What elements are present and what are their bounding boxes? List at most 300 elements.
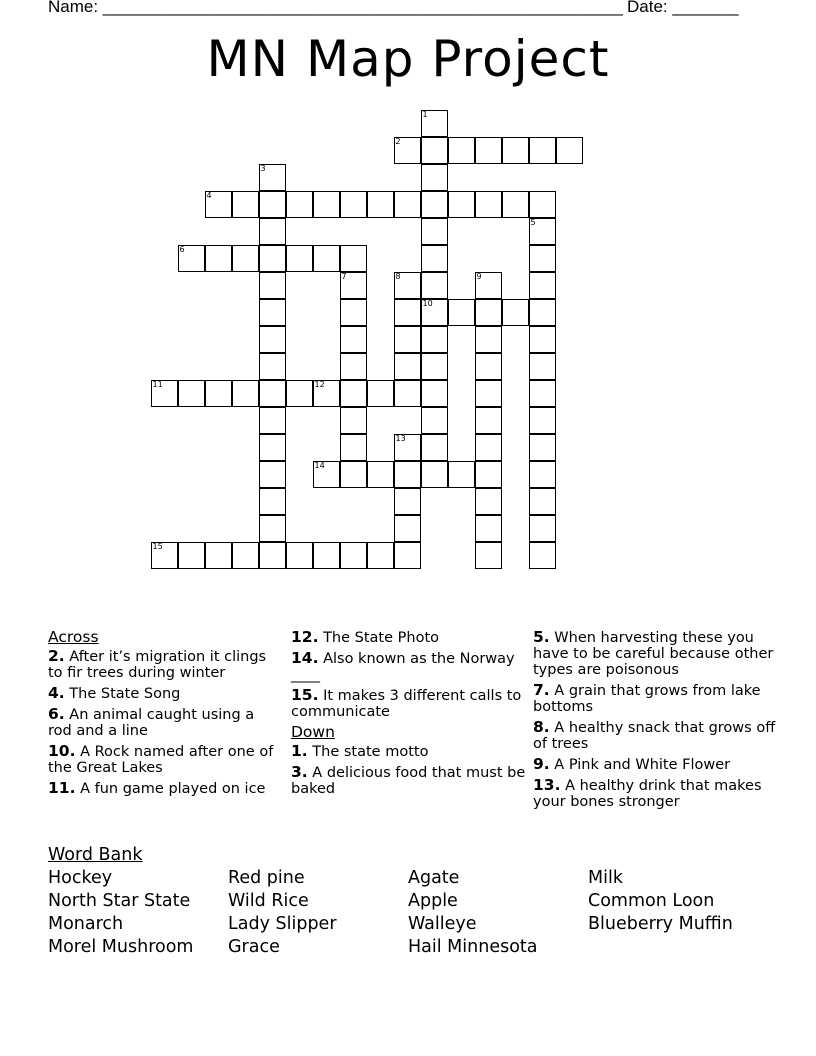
crossword-cell[interactable]	[421, 110, 448, 137]
crossword-cell[interactable]	[340, 434, 367, 461]
letter-input[interactable]	[449, 192, 474, 217]
crossword-cell[interactable]	[259, 542, 286, 569]
letter-input[interactable]	[233, 381, 258, 406]
letter-input[interactable]	[422, 273, 447, 298]
letter-input[interactable]	[233, 543, 258, 568]
letter-input[interactable]	[449, 300, 474, 325]
crossword-cell[interactable]	[286, 380, 313, 407]
letter-input[interactable]	[530, 381, 555, 406]
letter-input[interactable]	[557, 138, 582, 163]
letter-input[interactable]	[422, 354, 447, 379]
letter-input[interactable]	[179, 246, 204, 271]
letter-input[interactable]	[368, 192, 393, 217]
clue-item	[533, 719, 778, 752]
clue-number: 11.	[48, 779, 76, 797]
letter-input[interactable]	[341, 408, 366, 433]
letter-input[interactable]	[395, 516, 420, 541]
letter-input[interactable]	[530, 138, 555, 163]
letter-input[interactable]	[260, 516, 285, 541]
letter-input[interactable]	[530, 489, 555, 514]
letter-input[interactable]	[341, 354, 366, 379]
page-title: MN Map Project	[206, 30, 610, 88]
letter-input[interactable]	[476, 543, 501, 568]
letter-input[interactable]	[530, 516, 555, 541]
crossword-cell[interactable]	[394, 434, 421, 461]
crossword-cell[interactable]	[259, 218, 286, 245]
crossword-cell[interactable]	[340, 299, 367, 326]
date-field-label: Date: _______	[627, 0, 739, 16]
letter-input[interactable]	[341, 381, 366, 406]
letter-input[interactable]	[503, 192, 528, 217]
letter-input[interactable]	[260, 462, 285, 487]
clue-number: 10.	[48, 742, 76, 760]
letter-input[interactable]	[503, 300, 528, 325]
crossword-cell[interactable]	[475, 353, 502, 380]
letter-input[interactable]	[341, 192, 366, 217]
crossword-cell[interactable]	[259, 461, 286, 488]
letter-input[interactable]	[260, 273, 285, 298]
crossword-cell[interactable]	[232, 542, 259, 569]
letter-input[interactable]	[287, 192, 312, 217]
crossword-cell[interactable]	[394, 272, 421, 299]
crossword-cell[interactable]	[151, 542, 178, 569]
clue-text: When harvesting these you have to be careful because other types are poisonous	[533, 630, 774, 678]
letter-input[interactable]	[449, 462, 474, 487]
letter-input[interactable]	[422, 111, 447, 136]
crossword-cell[interactable]	[259, 326, 286, 353]
clue-text: After it’s migration it clings to fir trees during winter	[48, 649, 267, 681]
crossword-cell[interactable]	[313, 461, 340, 488]
letter-input[interactable]	[206, 192, 231, 217]
clue-number: 12.	[291, 628, 319, 646]
letter-input[interactable]	[395, 462, 420, 487]
crossword-cell[interactable]	[421, 299, 448, 326]
crossword-cell[interactable]	[259, 245, 286, 272]
letter-input[interactable]	[206, 246, 231, 271]
letter-input[interactable]	[287, 543, 312, 568]
crossword-cell[interactable]	[448, 137, 475, 164]
letter-input[interactable]	[422, 246, 447, 271]
crossword-cell[interactable]	[286, 245, 313, 272]
letter-input[interactable]	[530, 327, 555, 352]
crossword-cell[interactable]	[529, 515, 556, 542]
crossword-cell[interactable]	[475, 380, 502, 407]
letter-input[interactable]	[476, 435, 501, 460]
crossword-cell[interactable]	[205, 245, 232, 272]
letter-input[interactable]	[395, 273, 420, 298]
crossword-cell[interactable]	[394, 191, 421, 218]
crossword-cell[interactable]	[475, 488, 502, 515]
crossword-cell[interactable]	[367, 191, 394, 218]
crossword-cell[interactable]	[529, 461, 556, 488]
letter-input[interactable]	[368, 543, 393, 568]
crossword-cell[interactable]	[367, 380, 394, 407]
word-bank-word: Apple	[408, 891, 458, 911]
crossword-cell[interactable]	[259, 434, 286, 461]
crossword-cell[interactable]	[286, 191, 313, 218]
crossword-cell[interactable]	[259, 299, 286, 326]
crossword-cell[interactable]	[475, 407, 502, 434]
crossword-cell[interactable]	[259, 353, 286, 380]
letter-input[interactable]	[395, 327, 420, 352]
letter-input[interactable]	[422, 219, 447, 244]
letter-input[interactable]	[179, 381, 204, 406]
clue-number: 7.	[533, 681, 550, 699]
crossword-cell[interactable]	[367, 542, 394, 569]
letter-input[interactable]	[395, 192, 420, 217]
crossword-cell[interactable]	[340, 380, 367, 407]
crossword-cell[interactable]	[421, 407, 448, 434]
clue-text: A delicious food that must be baked	[291, 765, 526, 797]
word-bank-word: Red pine	[228, 868, 305, 888]
crossword-cell[interactable]	[313, 542, 340, 569]
clue-text: A Pink and White Flower	[554, 757, 731, 773]
letter-input[interactable]	[530, 246, 555, 271]
crossword-cell[interactable]	[259, 164, 286, 191]
letter-input[interactable]	[260, 165, 285, 190]
crossword-cell[interactable]	[205, 542, 232, 569]
letter-input[interactable]	[314, 192, 339, 217]
clue-text: A fun game played on ice	[80, 781, 266, 797]
crossword-cell[interactable]	[394, 515, 421, 542]
letter-input[interactable]	[476, 300, 501, 325]
letter-input[interactable]	[341, 435, 366, 460]
letter-input[interactable]	[476, 462, 501, 487]
clue-text: A healthy snack that grows off of trees	[533, 720, 776, 752]
letter-input[interactable]	[530, 462, 555, 487]
letter-input[interactable]	[341, 327, 366, 352]
crossword-cell[interactable]	[448, 191, 475, 218]
clue-number-label: 9	[476, 271, 482, 281]
crossword-cell[interactable]	[394, 326, 421, 353]
name-field-label: Name: _______________________________________________________	[48, 0, 623, 16]
crossword-cell[interactable]	[340, 542, 367, 569]
crossword-cell[interactable]	[475, 515, 502, 542]
letter-input[interactable]	[422, 327, 447, 352]
crossword-cell[interactable]	[529, 380, 556, 407]
clue-text: A grain that grows from lake bottoms	[533, 683, 761, 715]
letter-input[interactable]	[422, 435, 447, 460]
crossword-cell[interactable]	[475, 326, 502, 353]
word-bank-word: Milk	[588, 868, 623, 888]
crossword-cell[interactable]	[529, 488, 556, 515]
letter-input[interactable]	[476, 273, 501, 298]
letter-input[interactable]	[395, 354, 420, 379]
crossword-cell[interactable]	[529, 299, 556, 326]
word-bank-word: Hail Minnesota	[408, 937, 538, 957]
letter-input[interactable]	[476, 408, 501, 433]
crossword-cell[interactable]	[340, 245, 367, 272]
crossword-cell[interactable]	[502, 191, 529, 218]
letter-input[interactable]	[341, 462, 366, 487]
crossword-cell[interactable]	[421, 272, 448, 299]
clue-item	[533, 629, 778, 678]
letter-input[interactable]	[341, 273, 366, 298]
letter-input[interactable]	[260, 327, 285, 352]
letter-input[interactable]	[314, 543, 339, 568]
crossword-cell[interactable]	[232, 245, 259, 272]
crossword-cell[interactable]	[475, 272, 502, 299]
letter-input[interactable]	[395, 381, 420, 406]
clues-column-3	[533, 629, 778, 814]
crossword-cell[interactable]	[475, 434, 502, 461]
crossword-cell[interactable]	[529, 218, 556, 245]
letter-input[interactable]	[260, 489, 285, 514]
clue-number: 1.	[291, 742, 308, 760]
letter-input[interactable]	[206, 381, 231, 406]
clue-item	[48, 685, 278, 702]
clues-column-2	[291, 629, 526, 801]
clue-text: Also known as the Norway ____	[291, 651, 515, 683]
crossword-cell[interactable]	[394, 488, 421, 515]
clue-item	[533, 777, 778, 810]
crossword-cell[interactable]	[529, 353, 556, 380]
crossword-cell[interactable]	[259, 191, 286, 218]
letter-input[interactable]	[530, 192, 555, 217]
crossword-cell[interactable]	[556, 137, 583, 164]
letter-input[interactable]	[395, 138, 420, 163]
crossword-cell[interactable]	[421, 461, 448, 488]
letter-input[interactable]	[152, 543, 177, 568]
letter-input[interactable]	[449, 138, 474, 163]
across-clue-list-continued	[291, 629, 526, 720]
crossword-cell[interactable]	[205, 191, 232, 218]
clue-number: 6.	[48, 705, 65, 723]
across-clue-list	[48, 648, 278, 797]
crossword-cell[interactable]	[394, 299, 421, 326]
crossword-cell[interactable]	[475, 461, 502, 488]
clue-item	[48, 780, 278, 797]
letter-input[interactable]	[287, 381, 312, 406]
letter-input[interactable]	[368, 462, 393, 487]
crossword-cell[interactable]	[259, 488, 286, 515]
clue-number: 5.	[533, 628, 550, 646]
letter-input[interactable]	[341, 300, 366, 325]
clue-number: 4.	[48, 684, 65, 702]
crossword-cell[interactable]	[259, 407, 286, 434]
crossword-cell[interactable]	[421, 245, 448, 272]
letter-input[interactable]	[341, 246, 366, 271]
clue-item	[291, 650, 526, 683]
letter-input[interactable]	[530, 354, 555, 379]
clue-text: An animal caught using a rod and a line	[48, 707, 255, 739]
letter-input[interactable]	[206, 543, 231, 568]
letter-input[interactable]	[530, 273, 555, 298]
down-clue-list	[291, 743, 526, 797]
letter-input[interactable]	[233, 246, 258, 271]
crossword-cell[interactable]	[529, 407, 556, 434]
clue-number: 8.	[533, 718, 550, 736]
letter-input[interactable]	[260, 543, 285, 568]
letter-input[interactable]	[260, 381, 285, 406]
letter-input[interactable]	[260, 300, 285, 325]
crossword-cell[interactable]	[475, 299, 502, 326]
letter-input[interactable]	[422, 138, 447, 163]
letter-input[interactable]	[422, 462, 447, 487]
crossword-cell[interactable]	[529, 326, 556, 353]
word-bank-word: Common Loon	[588, 891, 715, 911]
letter-input[interactable]	[152, 381, 177, 406]
word-bank-word: Walleye	[408, 914, 477, 934]
letter-input[interactable]	[422, 192, 447, 217]
crossword-cell[interactable]	[340, 272, 367, 299]
letter-input[interactable]	[422, 408, 447, 433]
crossword-cell[interactable]	[286, 542, 313, 569]
crossword-cell[interactable]	[205, 380, 232, 407]
word-bank-title: Word Bank	[48, 845, 143, 865]
letter-input[interactable]	[530, 543, 555, 568]
letter-input[interactable]	[422, 381, 447, 406]
word-bank-word: Lady Slipper	[228, 914, 337, 934]
word-bank-word: Wild Rice	[228, 891, 309, 911]
clue-text: It makes 3 different calls to communicate	[291, 688, 522, 720]
crossword-cell[interactable]	[340, 353, 367, 380]
clue-number-label: 14	[314, 460, 325, 470]
letter-input[interactable]	[476, 354, 501, 379]
crossword-cell[interactable]	[313, 380, 340, 407]
crossword-cell[interactable]	[151, 380, 178, 407]
crossword-cell[interactable]	[340, 191, 367, 218]
clue-item	[533, 682, 778, 715]
crossword-cell[interactable]	[313, 245, 340, 272]
crossword-cell[interactable]	[421, 137, 448, 164]
letter-input[interactable]	[287, 246, 312, 271]
letter-input[interactable]	[260, 246, 285, 271]
crossword-cell[interactable]	[178, 245, 205, 272]
letter-input[interactable]	[260, 408, 285, 433]
crossword-cell[interactable]	[178, 542, 205, 569]
letter-input[interactable]	[530, 219, 555, 244]
clues-column-1	[48, 629, 278, 801]
crossword-cell[interactable]	[340, 407, 367, 434]
letter-input[interactable]	[395, 435, 420, 460]
clue-number-label: 2	[395, 136, 401, 146]
crossword-cell[interactable]	[529, 434, 556, 461]
crossword-cell[interactable]	[421, 326, 448, 353]
letter-input[interactable]	[395, 543, 420, 568]
word-bank-word: North Star State	[48, 891, 191, 911]
crossword-cell[interactable]	[502, 137, 529, 164]
clue-number-label: 7	[341, 271, 347, 281]
letter-input[interactable]	[476, 489, 501, 514]
clue-text: The State Song	[69, 686, 181, 702]
letter-input[interactable]	[530, 408, 555, 433]
letter-input[interactable]	[260, 435, 285, 460]
letter-input[interactable]	[476, 192, 501, 217]
letter-input[interactable]	[503, 138, 528, 163]
down-clue-list-continued	[533, 629, 778, 810]
letter-input[interactable]	[476, 381, 501, 406]
clue-number: 14.	[291, 649, 319, 667]
crossword-cell[interactable]	[529, 191, 556, 218]
letter-input[interactable]	[476, 516, 501, 541]
crossword-cell[interactable]	[421, 191, 448, 218]
crossword-cell[interactable]	[421, 218, 448, 245]
letter-input[interactable]	[395, 300, 420, 325]
letter-input[interactable]	[260, 192, 285, 217]
clue-number-label: 8	[395, 271, 401, 281]
crossword-cell[interactable]	[529, 137, 556, 164]
clue-item	[291, 743, 526, 760]
crossword-cell[interactable]	[448, 299, 475, 326]
crossword-cell[interactable]	[394, 353, 421, 380]
down-heading: Down	[291, 723, 335, 741]
crossword-cell[interactable]	[502, 299, 529, 326]
crossword-cell[interactable]	[421, 353, 448, 380]
crossword-cell[interactable]	[475, 542, 502, 569]
clue-number-label: 5	[530, 217, 536, 227]
letter-input[interactable]	[395, 489, 420, 514]
clue-number-label: 4	[206, 190, 212, 200]
crossword-cell[interactable]	[421, 434, 448, 461]
clue-item	[48, 648, 278, 681]
crossword-cell[interactable]	[529, 245, 556, 272]
word-bank-word: Blueberry Muffin	[588, 914, 733, 934]
clue-number-label: 11	[152, 379, 163, 389]
letter-input[interactable]	[314, 246, 339, 271]
clue-number-label: 3	[260, 163, 266, 173]
letter-input[interactable]	[314, 381, 339, 406]
crossword-cell[interactable]	[178, 380, 205, 407]
clue-item	[48, 743, 278, 776]
letter-input[interactable]	[422, 300, 447, 325]
letter-input[interactable]	[179, 543, 204, 568]
letter-input[interactable]	[314, 462, 339, 487]
crossword-cell[interactable]	[259, 515, 286, 542]
crossword-cell[interactable]	[394, 461, 421, 488]
crossword-cell[interactable]	[394, 380, 421, 407]
crossword-cell[interactable]	[448, 461, 475, 488]
letter-input[interactable]	[260, 354, 285, 379]
crossword-cell[interactable]	[394, 137, 421, 164]
crossword-cell[interactable]	[259, 272, 286, 299]
crossword-cell[interactable]	[529, 542, 556, 569]
crossword-cell[interactable]	[313, 191, 340, 218]
crossword-cell[interactable]	[367, 461, 394, 488]
crossword-cell[interactable]	[475, 137, 502, 164]
clue-number: 2.	[48, 647, 65, 665]
clue-text: The state motto	[312, 744, 429, 760]
letter-input[interactable]	[530, 435, 555, 460]
clue-number: 3.	[291, 763, 308, 781]
across-heading: Across	[48, 628, 99, 646]
crossword-cell[interactable]	[340, 326, 367, 353]
letter-input[interactable]	[530, 300, 555, 325]
crossword-cell[interactable]	[421, 164, 448, 191]
letter-input[interactable]	[476, 327, 501, 352]
crossword-cell[interactable]	[259, 380, 286, 407]
crossword-cell[interactable]	[232, 191, 259, 218]
letter-input[interactable]	[341, 543, 366, 568]
crossword-cell[interactable]	[421, 380, 448, 407]
letter-input[interactable]	[260, 219, 285, 244]
letter-input[interactable]	[233, 192, 258, 217]
word-bank-word: Morel Mushroom	[48, 937, 194, 957]
crossword-cell[interactable]	[475, 191, 502, 218]
crossword-cell[interactable]	[394, 542, 421, 569]
crossword-cell[interactable]	[232, 380, 259, 407]
clue-number-label: 10	[422, 298, 433, 308]
letter-input[interactable]	[422, 165, 447, 190]
crossword-cell[interactable]	[340, 461, 367, 488]
clue-number-label: 1	[422, 109, 428, 119]
clue-item	[533, 756, 778, 773]
letter-input[interactable]	[476, 138, 501, 163]
crossword-cell[interactable]	[529, 272, 556, 299]
clue-number-label: 12	[314, 379, 325, 389]
clue-number-label: 6	[179, 244, 185, 254]
letter-input[interactable]	[368, 381, 393, 406]
